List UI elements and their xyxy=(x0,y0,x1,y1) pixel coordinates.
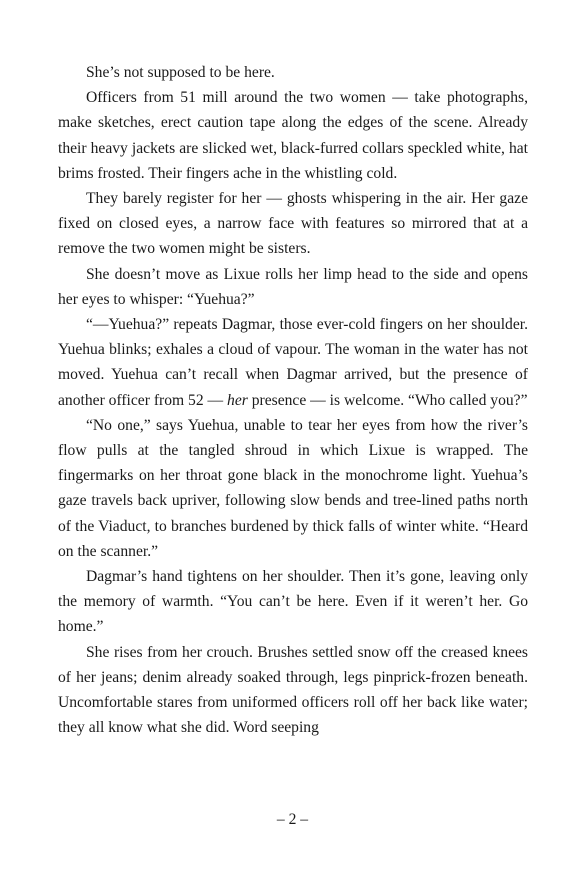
paragraph-8: She rises from her crouch. Brushes settled snow off the creased knees of her jeans; denim already soaked through, legs pinprick-frozen beneath. Uncomfortable stares from uniformed officers roll off her back like water; they all know what she did. Word seeping xyxy=(58,643,528,737)
paragraph-5-emphasis: her xyxy=(227,391,248,409)
book-page-body xyxy=(58,60,528,740)
paragraph-4: She doesn’t move as Lixue rolls her limp head to the side and opens her eyes to whisper: “Yuehua?” xyxy=(58,265,528,308)
paragraph-5-post: presence — is welcome. “Who called you?” xyxy=(247,391,528,409)
paragraph-6: “No one,” says Yuehua, unable to tear her eyes from how the river’s flow pulls at the tangled shroud in which Lixue is wrapped. The fingermarks on her throat gone black in the monochrome light. Yuehua’s gaze travels back upriver, following slow bends and tree-lined paths north of the Viaduct, to branches burdened by thick falls of winter white. “Heard on the scanner.” xyxy=(58,416,528,560)
paragraph-5 xyxy=(58,312,528,413)
paragraph-2: Officers from 51 mill around the two women — take photographs, make sketches, erect caution tape along the edges of the scene. Already their heavy jackets are slicked wet, black-furred collars speckled white, hat brims frosted. Their fingers ache in the whistling cold. xyxy=(58,89,528,182)
paragraph-7: Dagmar’s hand tightens on her shoulder. Then it’s gone, leaving only the memory of warmth. “You can’t be here. Even if it weren’t her. Go home.” xyxy=(58,568,528,636)
page-number: – 2 – xyxy=(276,811,309,828)
paragraph-3: They barely register for her — ghosts whispering in the air. Her gaze fixed on closed eyes, a narrow face with features so mirrored that at a remove the two women might be sisters. xyxy=(58,190,528,258)
paragraph-1: She’s not supposed to be here. xyxy=(86,64,275,81)
paragraph-5-pre: “—Yuehua?” repeats Dagmar, those ever-cold fingers on her shoulder. Yuehua blinks; exhales a cloud of vapour. The woman in the water has not moved. Yuehua can’t recall when Dagmar arrived, but the presence of another officer from 52 — xyxy=(58,316,528,409)
